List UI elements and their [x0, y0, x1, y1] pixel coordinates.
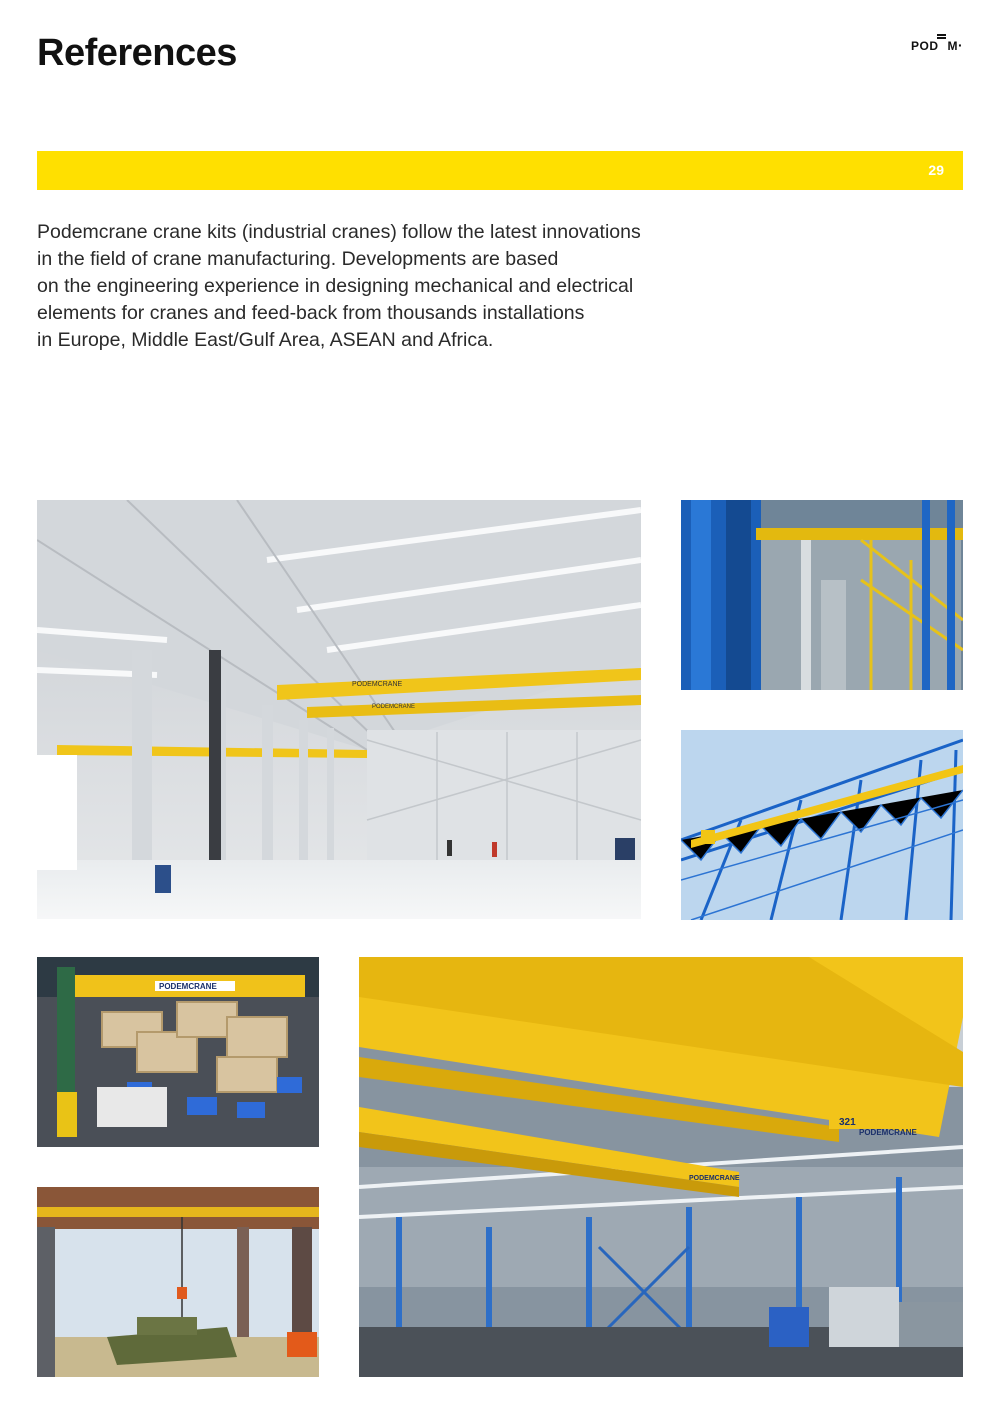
jib-crane-label: PODEMCRANE [159, 982, 217, 991]
photo-jib-crane-pallets [37, 957, 319, 1147]
photo-gantry-tank [37, 1187, 319, 1377]
intro-line: in the field of crane manufacturing. Developments are based [37, 248, 559, 270]
girder-number: 321 [839, 1117, 856, 1128]
logo-mark [937, 34, 946, 36]
girder-label-lower: PODEMCRANE [689, 1175, 740, 1182]
section-band [37, 151, 963, 190]
photo-blue-structure-interior [681, 500, 963, 690]
logo-text-left: POD [911, 39, 939, 53]
intro-paragraph [37, 219, 641, 354]
intro-line: elements for cranes and feed-back from thousands installations [37, 302, 585, 324]
intro-line: in Europe, Middle East/Gulf Area, ASEAN and Africa. [37, 329, 494, 351]
girder-label-main: PODEMCRANE [859, 1128, 917, 1137]
photo-warehouse-hall [37, 500, 641, 919]
crane-label-1: PODEMCRANE [352, 681, 403, 688]
intro-line: on the engineering experience in designing mechanical and electrical [37, 275, 634, 297]
photo-double-girder-crane [359, 957, 963, 1377]
logo-text-right: M [947, 39, 959, 53]
intro-line: Podemcrane crane kits (industrial cranes) follow the latest innovations [37, 221, 641, 243]
podem-logo: POD M· [911, 37, 967, 53]
page-number: 29 [928, 162, 944, 178]
page-title: References [37, 32, 237, 74]
photo-blue-truss-frame [681, 730, 963, 920]
crane-label-2: PODEMCRANE [372, 704, 416, 710]
